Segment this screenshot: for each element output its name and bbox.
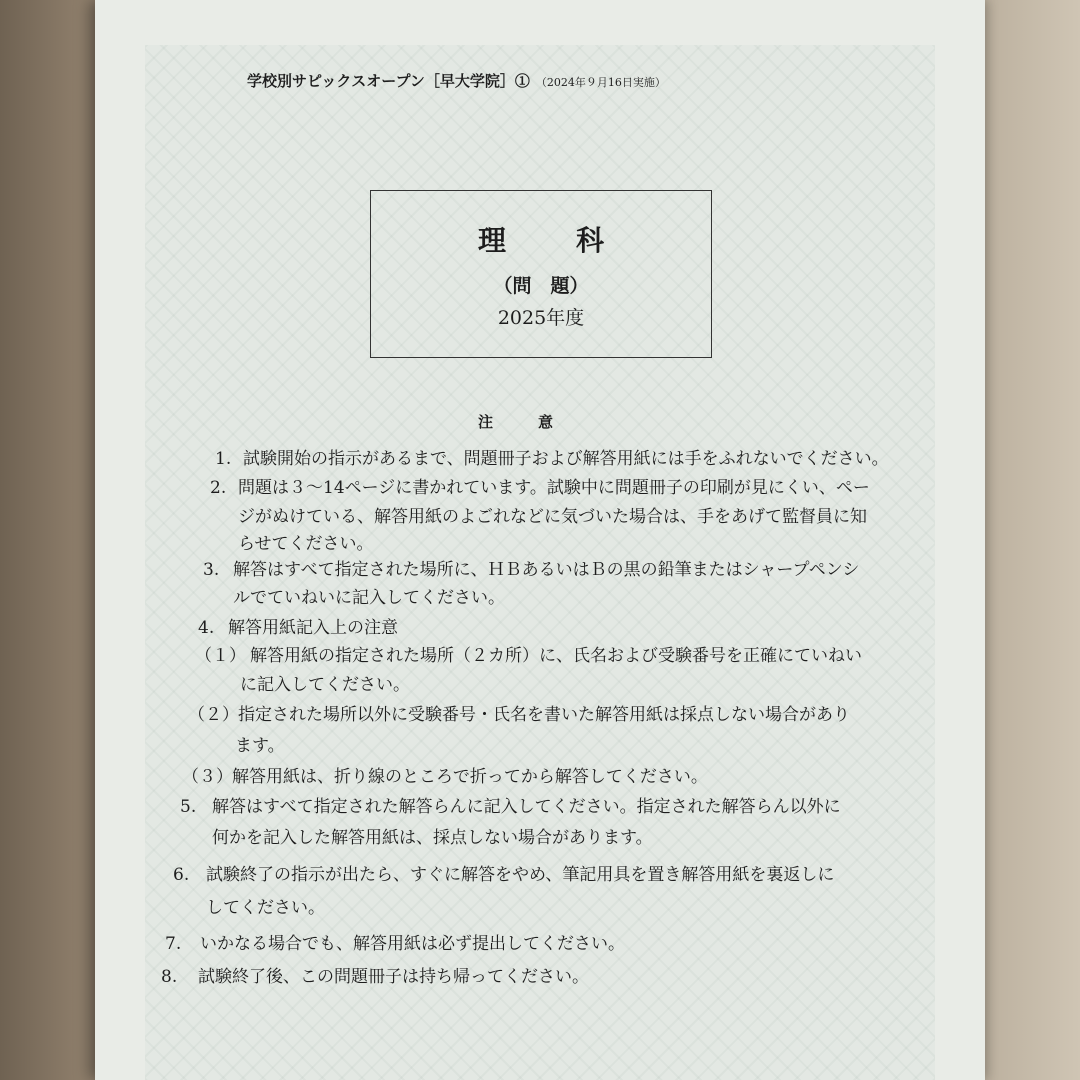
problem-label: （問 題） bbox=[493, 275, 589, 297]
notice-line: ルでていねいに記入してください。 bbox=[233, 588, 505, 608]
notice-line: 5. 解答はすべて指定された解答らんに記入してください。指定された解答らん以外に bbox=[180, 797, 841, 817]
title-box bbox=[370, 190, 712, 358]
notice-line: ジがぬけている、解答用紙のよごれなどに気づいた場合は、手をあげて監督員に知 bbox=[238, 507, 867, 527]
year-label: 2025年度 bbox=[497, 307, 585, 329]
notice-line: 8. 試験終了後、この問題冊子は持ち帰ってください。 bbox=[161, 967, 589, 987]
exam-date: （2024年９月16日実施） bbox=[535, 76, 666, 89]
notice-line: 6. 試験終了の指示が出たら、すぐに解答をやめ、筆記用具を置き解答用紙を裏返しに bbox=[173, 865, 835, 885]
notice-title: 注意 bbox=[478, 413, 599, 431]
notice-line: ます。 bbox=[235, 736, 285, 756]
exam-sheet bbox=[95, 0, 985, 1080]
notice-line: 1. 試験開始の指示があるまで、問題冊子および解答用紙には手をふれないでください。 bbox=[215, 449, 889, 469]
exam-name: 学校別サピックスオープン［早大学院］① bbox=[247, 72, 530, 90]
notice-line: してください。 bbox=[206, 898, 325, 918]
notice-line: 2. 問題は３～14ページに書かれています。試験中に問題冊子の印刷が見にくい、ペー bbox=[210, 478, 870, 498]
notice-line: 何かを記入した解答用紙は、採点しない場合があります。 bbox=[212, 828, 653, 848]
exam-header bbox=[247, 70, 666, 91]
notice-line: 4. 解答用紙記入上の注意 bbox=[198, 618, 398, 638]
notice-line: （１） 解答用紙の指定された場所（２カ所）に、氏名および受験番号を正確にていねい bbox=[195, 646, 862, 666]
subject-title: 理科 bbox=[477, 224, 674, 257]
notice-line: に記入してください。 bbox=[240, 675, 410, 695]
notice-line: （２）指定された場所以外に受験番号・氏名を書いた解答用紙は採点しない場合があり bbox=[188, 705, 850, 725]
notice-line: 7. いかなる場合でも、解答用紙は必ず提出してください。 bbox=[165, 934, 625, 954]
notice-line: らせてください。 bbox=[238, 534, 374, 554]
notice-line: 3. 解答はすべて指定された場所に、ＨＢあるいはＢの黒の鉛筆またはシャープペンシ bbox=[203, 560, 860, 580]
notice-line: （３）解答用紙は、折り線のところで折ってから解答してください。 bbox=[182, 767, 708, 787]
